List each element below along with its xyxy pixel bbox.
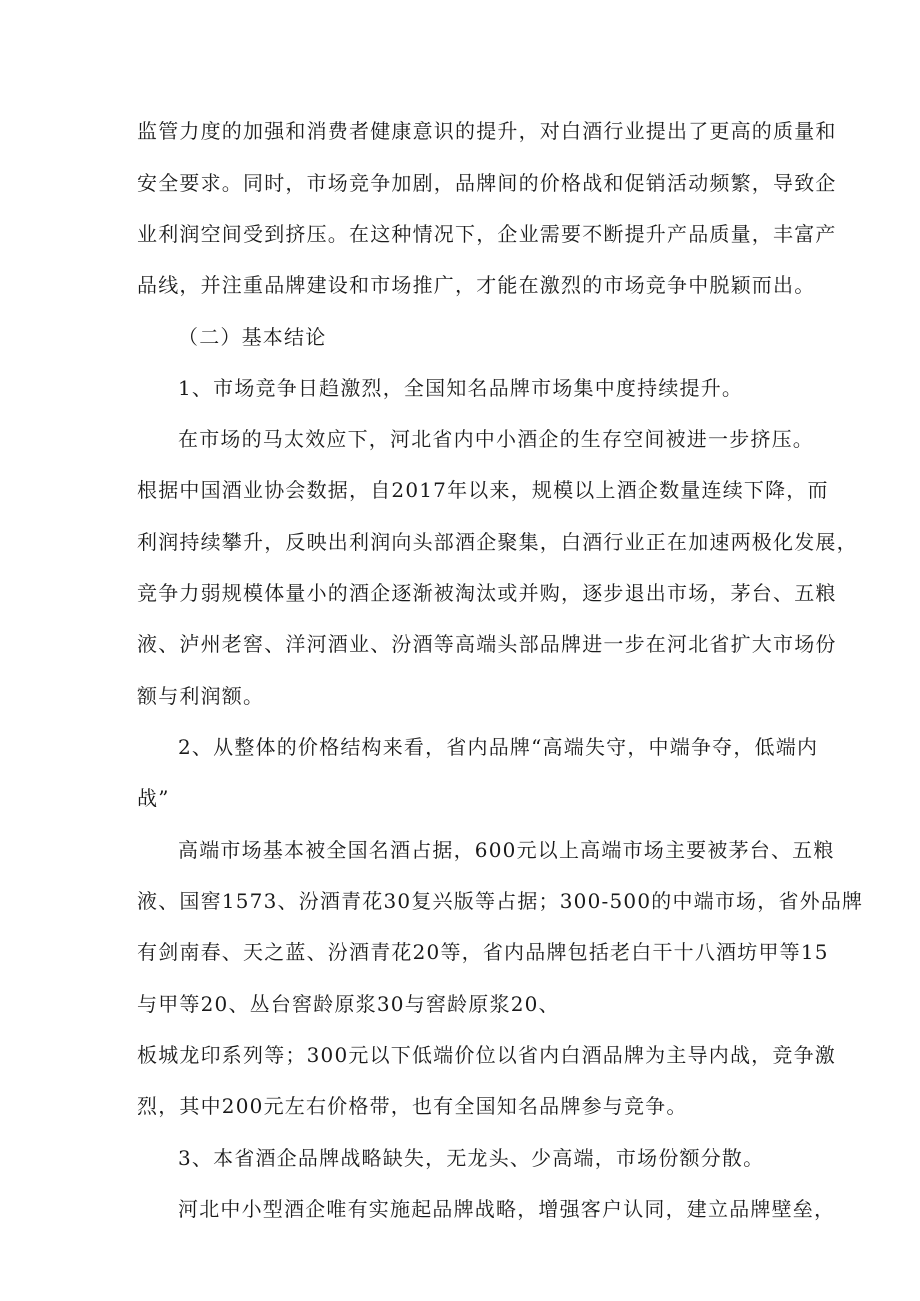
- paragraph-line: 有剑南春、天之蓝、汾酒青花20等，省内品牌包括老白干十八酒坊甲等15: [137, 940, 829, 964]
- paragraph-line: 监管力度的加强和消费者健康意识的提升，对白酒行业提出了更高的质量和: [137, 119, 837, 143]
- paragraph-line: 烈，其中200元左右价格带，也有全国知名品牌参与竞争。: [137, 1094, 688, 1118]
- paragraph-line: 业利润空间受到挤压。在这种情况下，企业需要不断提升产品质量，丰富产: [137, 222, 837, 246]
- paragraph-line: 品线，并注重品牌建设和市场推广，才能在激烈的市场竞争中脱颖而出。: [137, 273, 816, 297]
- paragraph-line: 液、国窖1573、汾酒青花30复兴版等占据；300-500的中端市场，省外品牌: [137, 889, 864, 913]
- section-heading: （二）基本结论: [178, 325, 327, 349]
- paragraph-line: 安全要求。同时，市场竞争加剧，品牌间的价格战和促销活动频繁，导致企: [137, 171, 837, 195]
- paragraph-line: 额与利润额。: [137, 684, 265, 708]
- paragraph-line: 液、泸州老窖、洋河酒业、汾酒等高端头部品牌进一步在河北省扩大市场份: [137, 632, 837, 656]
- paragraph-line: 高端市场基本被全国名酒占据，600元以上高端市场主要被茅台、五粮: [178, 838, 835, 862]
- conclusion-heading-1: 1、市场竞争日趋激烈，全国知名品牌市场集中度持续提升。: [178, 376, 744, 400]
- paragraph-line: 利润持续攀升，反映出利润向头部酒企聚集，白酒行业正在加速两极化发展，: [137, 530, 858, 554]
- paragraph-line: 与甲等20、丛台窖龄原浆30与窖龄原浆20、: [137, 992, 560, 1016]
- conclusion-heading-3: 3、本省酒企品牌战略缺失，无龙头、少高端，市场份额分散。: [178, 1146, 765, 1170]
- conclusion-heading-2: 2、从整体的价格结构来看，省内品牌“高端失守，中端争夺，低端内: [178, 735, 819, 759]
- paragraph-line: 板城龙印系列等；300元以下低端价位以省内白酒品牌为主导内战，竞争激: [137, 1043, 836, 1067]
- paragraph-line: 河北中小型酒企唯有实施起品牌战略，增强客户认同，建立品牌壁垒，: [178, 1197, 836, 1221]
- paragraph-line: 竞争力弱规模体量小的酒企逐渐被淘汰或并购，逐步退出市场，茅台、五粮: [137, 581, 837, 605]
- paragraph-line: 根据中国酒业协会数据，自2017年以来，规模以上酒企数量连续下降，而: [137, 478, 829, 502]
- paragraph-line: 战”: [137, 786, 170, 810]
- paragraph-line: 在市场的马太效应下，河北省内中小酒企的生存空间被进一步挤压。: [178, 427, 814, 451]
